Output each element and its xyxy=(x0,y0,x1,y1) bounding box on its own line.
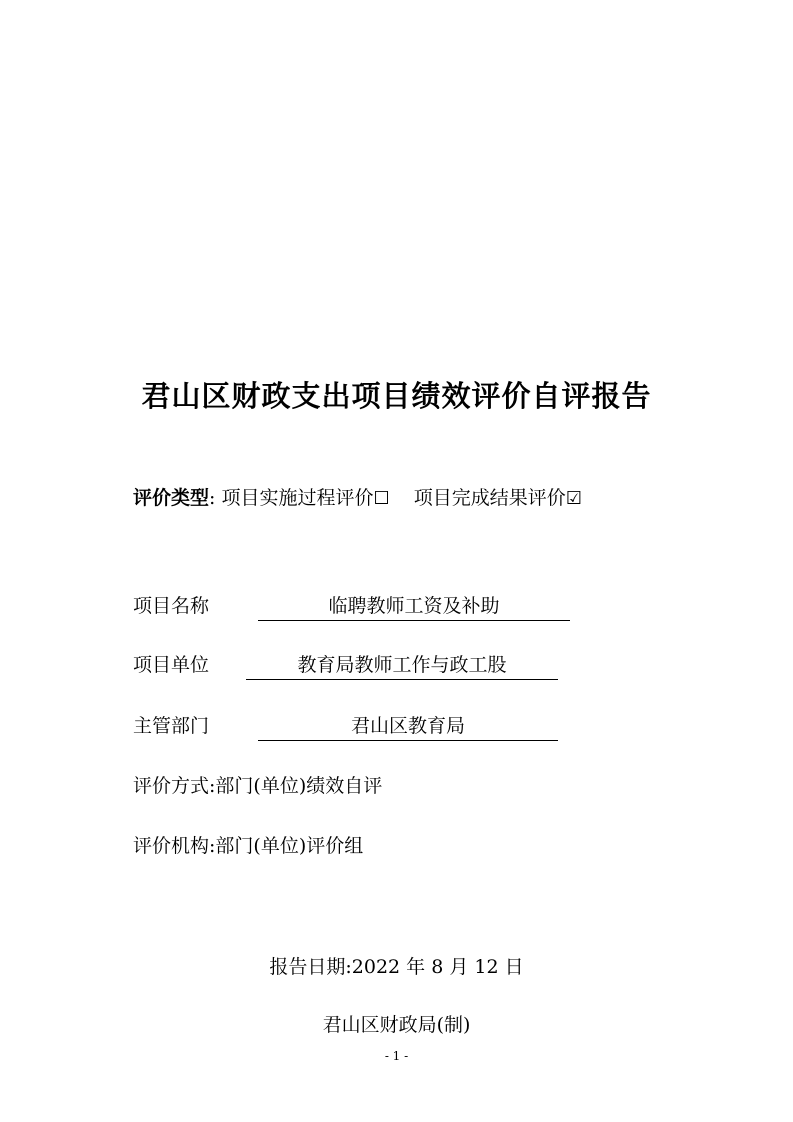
project-name-row xyxy=(133,592,500,620)
project-unit-row xyxy=(133,651,507,679)
report-title: 君山区财政支出项目绩效评价自评报告 xyxy=(141,379,652,413)
project-unit-value: 教育局教师工作与政工股 xyxy=(246,651,558,680)
report-date: 报告日期:2022 年 8 月 12 日 xyxy=(269,956,524,978)
evaluation-agency: 评价机构:部门(单位)评价组 xyxy=(133,835,364,857)
page-number: - 1 - xyxy=(384,1049,409,1063)
unchecked-box-icon: ☐ xyxy=(373,488,390,509)
evaluation-type-label: 评价类型 xyxy=(133,487,210,509)
project-name-value: 临聘教师工资及补助 xyxy=(258,592,570,621)
option-process-evaluation: 项目实施过程评价 xyxy=(221,487,374,509)
evaluation-type-line xyxy=(133,483,582,510)
checked-box-icon: ☑ xyxy=(565,488,582,509)
project-unit-label: 项目单位 xyxy=(133,654,210,676)
option-result-evaluation: 项目完成结果评价 xyxy=(413,487,566,509)
supervising-dept-label: 主管部门 xyxy=(133,715,210,737)
supervising-dept-row xyxy=(133,712,465,740)
evaluation-type-colon: : xyxy=(209,487,216,509)
issuer: 君山区财政局(制) xyxy=(322,1014,471,1036)
evaluation-method: 评价方式:部门(单位)绩效自评 xyxy=(133,775,383,797)
project-name-label: 项目名称 xyxy=(133,595,210,617)
supervising-dept-value: 君山区教育局 xyxy=(258,712,558,741)
